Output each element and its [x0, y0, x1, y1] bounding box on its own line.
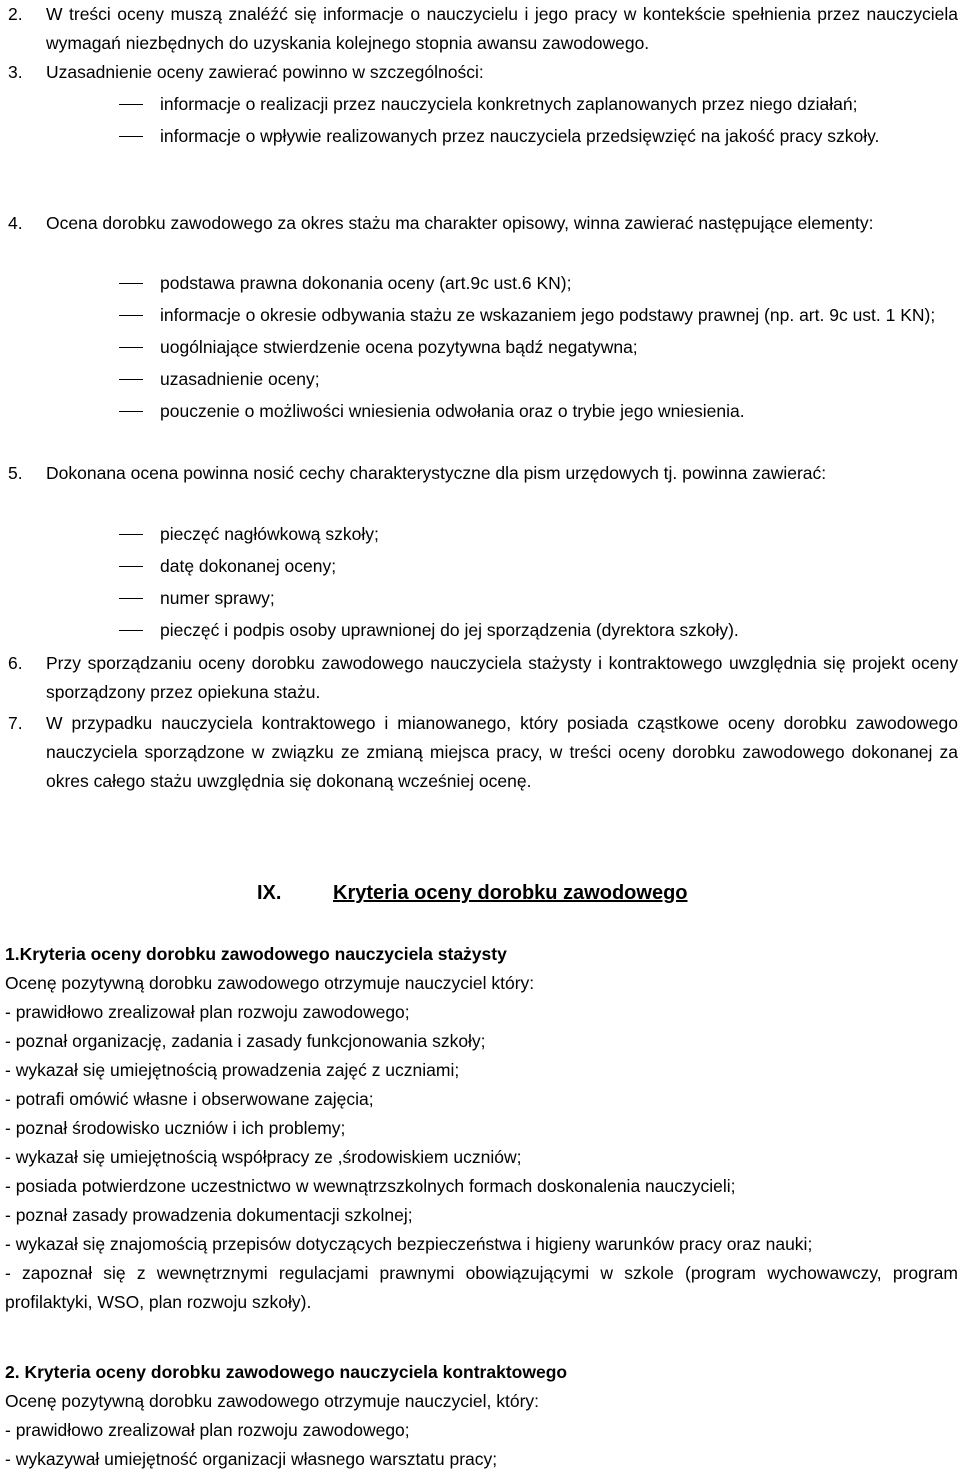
item-text: Ocena dorobku zawodowego za okres stażu ma charakter opisowy, winna zawierać następujące elementy: [46, 213, 874, 233]
dash-item-text: informacje o okresie odbywania stażu ze wskazaniem jego podstawy prawnej (np. art. 9c ust. 1 KN); [160, 305, 936, 325]
dash-item [0, 520, 960, 549]
section-heading [0, 879, 960, 909]
dash-item-text: numer sprawy; [160, 588, 275, 608]
subsection-intro: Ocenę pozytywną dorobku zawodowego otrzymuje nauczyciel który: [5, 973, 535, 993]
criteria-item: - poznał środowisko uczniów i ich problemy; [5, 1118, 346, 1138]
criteria-item: - wykazywał umiejętność organizacji własnego warsztatu pracy; [5, 1449, 498, 1469]
criteria-item: - zapoznał się z wewnętrznymi regulacjami prawnymi obowiązującymi w szkole (program wychowawczy, program profilaktyki, WSO, plan rozwoju szkoły). [5, 1263, 958, 1312]
item3-sublist [0, 90, 960, 151]
dash-bullet [119, 534, 143, 535]
criteria-item: - wykazał się umiejętnością prowadzenia zajęć z uczniami; [5, 1060, 460, 1080]
item-text: Dokonana ocena powinna nosić cechy charakterystyczne dla pism urzędowych tj. powinna zawierać: [46, 463, 827, 483]
item-number: 3. [8, 62, 23, 82]
item5-sublist [0, 520, 960, 645]
numbered-item-5 [0, 459, 960, 488]
criteria-item: - prawidłowo zrealizował plan rozwoju zawodowego; [5, 1420, 410, 1440]
item-text: W przypadku nauczyciela kontraktowego i mianowanego, który posiada cząstkowe oceny dorobku zawodowego nauczyciela sporządzone w związku ze zmianą miejsca pracy, w treści oceny dorobku zawodowego dokonanej za okres całego stażu uwzględnia się dokonaną wcześniej ocenę. [46, 713, 958, 791]
section-number: IX. [257, 882, 282, 904]
criteria-item: - prawidłowo zrealizował plan rozwoju zawodowego; [5, 1002, 410, 1022]
dash-bullet [119, 136, 143, 137]
subsection-1 [0, 940, 960, 1317]
numbered-list-top [0, 0, 960, 87]
dash-item [0, 616, 960, 645]
item-number: 7. [8, 713, 23, 733]
item4-sublist [0, 269, 960, 426]
subsection-heading: 2. Kryteria oceny dorobku zawodowego nauczyciela kontraktowego [5, 1362, 568, 1382]
dash-item-text: informacje o wpływie realizowanych przez nauczyciela przedsięwzięć na jakość pracy szkoły. [160, 126, 880, 146]
item-text: W treści oceny muszą znaléźć się informacje o nauczycielu i jego pracy w kontekście spełnienia przez nauczyciela wymagań niezbędnych do uzyskania kolejnego stopnia awansu zawodowego. [46, 4, 958, 53]
dash-item [0, 301, 960, 330]
numbered-list-bottom [0, 649, 960, 796]
list-item-4 [0, 209, 960, 238]
criteria-item: - poznał zasady prowadzenia dokumentacji szkolnej; [5, 1205, 413, 1225]
subsection-intro: Ocenę pozytywną dorobku zawodowego otrzymuje nauczyciel, który: [5, 1391, 540, 1411]
criteria-item: - wykazał się umiejętnością współpracy ze ,środowiskiem uczniów; [5, 1147, 522, 1167]
criteria-item: - poznał organizację, zadania i zasady funkcjonowania szkoły; [5, 1031, 486, 1051]
dash-bullet [119, 379, 143, 380]
dash-bullet [119, 598, 143, 599]
item-text: Uzasadnienie oceny zawierać powinno w szczególności: [46, 62, 484, 82]
item-text: Przy sporządzaniu oceny dorobku zawodowego nauczyciela stażysty i kontraktowego uwzględnia się projekt oceny sporządzony przez opiekuna stażu. [46, 653, 958, 702]
dash-item-text: uzasadnienie oceny; [160, 369, 320, 389]
dash-bullet [119, 283, 143, 284]
list-item-3 [0, 58, 960, 87]
dash-item-text: pieczęć nagłówkową szkoły; [160, 524, 379, 544]
dash-item-text: informacje o realizacji przez nauczyciela konkretnych zaplanowanych przez niego działań; [160, 94, 858, 114]
numbered-item-4 [0, 209, 960, 238]
dash-bullet [119, 566, 143, 567]
dash-item [0, 552, 960, 581]
dash-item [0, 333, 960, 362]
criteria-item: - posiada potwierdzone uczestnictwo w wewnątrzszkolnych formach doskonalenia nauczycieli; [5, 1176, 736, 1196]
dash-item-text: pouczenie o możliwości wniesienia odwołania oraz o trybie jego wniesienia. [160, 401, 745, 421]
dash-item-text: uogólniające stwierdzenie ocena pozytywna bądź negatywna; [160, 337, 638, 357]
subsection-2 [0, 1358, 960, 1474]
item-number: 4. [8, 213, 23, 233]
list-item-5 [0, 459, 960, 488]
dash-item-text: pieczęć i podpis osoby uprawnionej do jej sporządzenia (dyrektora szkoły). [160, 620, 739, 640]
list-item-2 [0, 0, 960, 58]
dash-item [0, 584, 960, 613]
item-number: 5. [8, 463, 23, 483]
dash-bullet [119, 347, 143, 348]
item-number: 6. [8, 653, 23, 673]
dash-bullet [119, 630, 143, 631]
dash-item [0, 122, 960, 151]
list-item-7 [0, 709, 960, 796]
dash-bullet [119, 104, 143, 105]
subsection-heading: 1.Kryteria oceny dorobku zawodowego nauczyciela stażysty [5, 944, 507, 964]
criteria-item: - potrafi omówić własne i obserwowane zajęcia; [5, 1089, 374, 1109]
dash-item [0, 269, 960, 298]
section-title: Kryteria oceny dorobku zawodowego [333, 882, 688, 904]
list-item-6 [0, 649, 960, 707]
criteria-item: - wykazał się znajomością przepisów dotyczących bezpieczeństwa i higieny warunków pracy oraz nauki; [5, 1234, 813, 1254]
item-number: 2. [8, 4, 23, 24]
dash-bullet [119, 411, 143, 412]
dash-item-text: podstawa prawna dokonania oceny (art.9c ust.6 KN); [160, 273, 572, 293]
dash-item [0, 365, 960, 394]
dash-item-text: datę dokonanej oceny; [160, 556, 337, 576]
dash-item [0, 90, 960, 119]
dash-bullet [119, 315, 143, 316]
dash-item [0, 397, 960, 426]
